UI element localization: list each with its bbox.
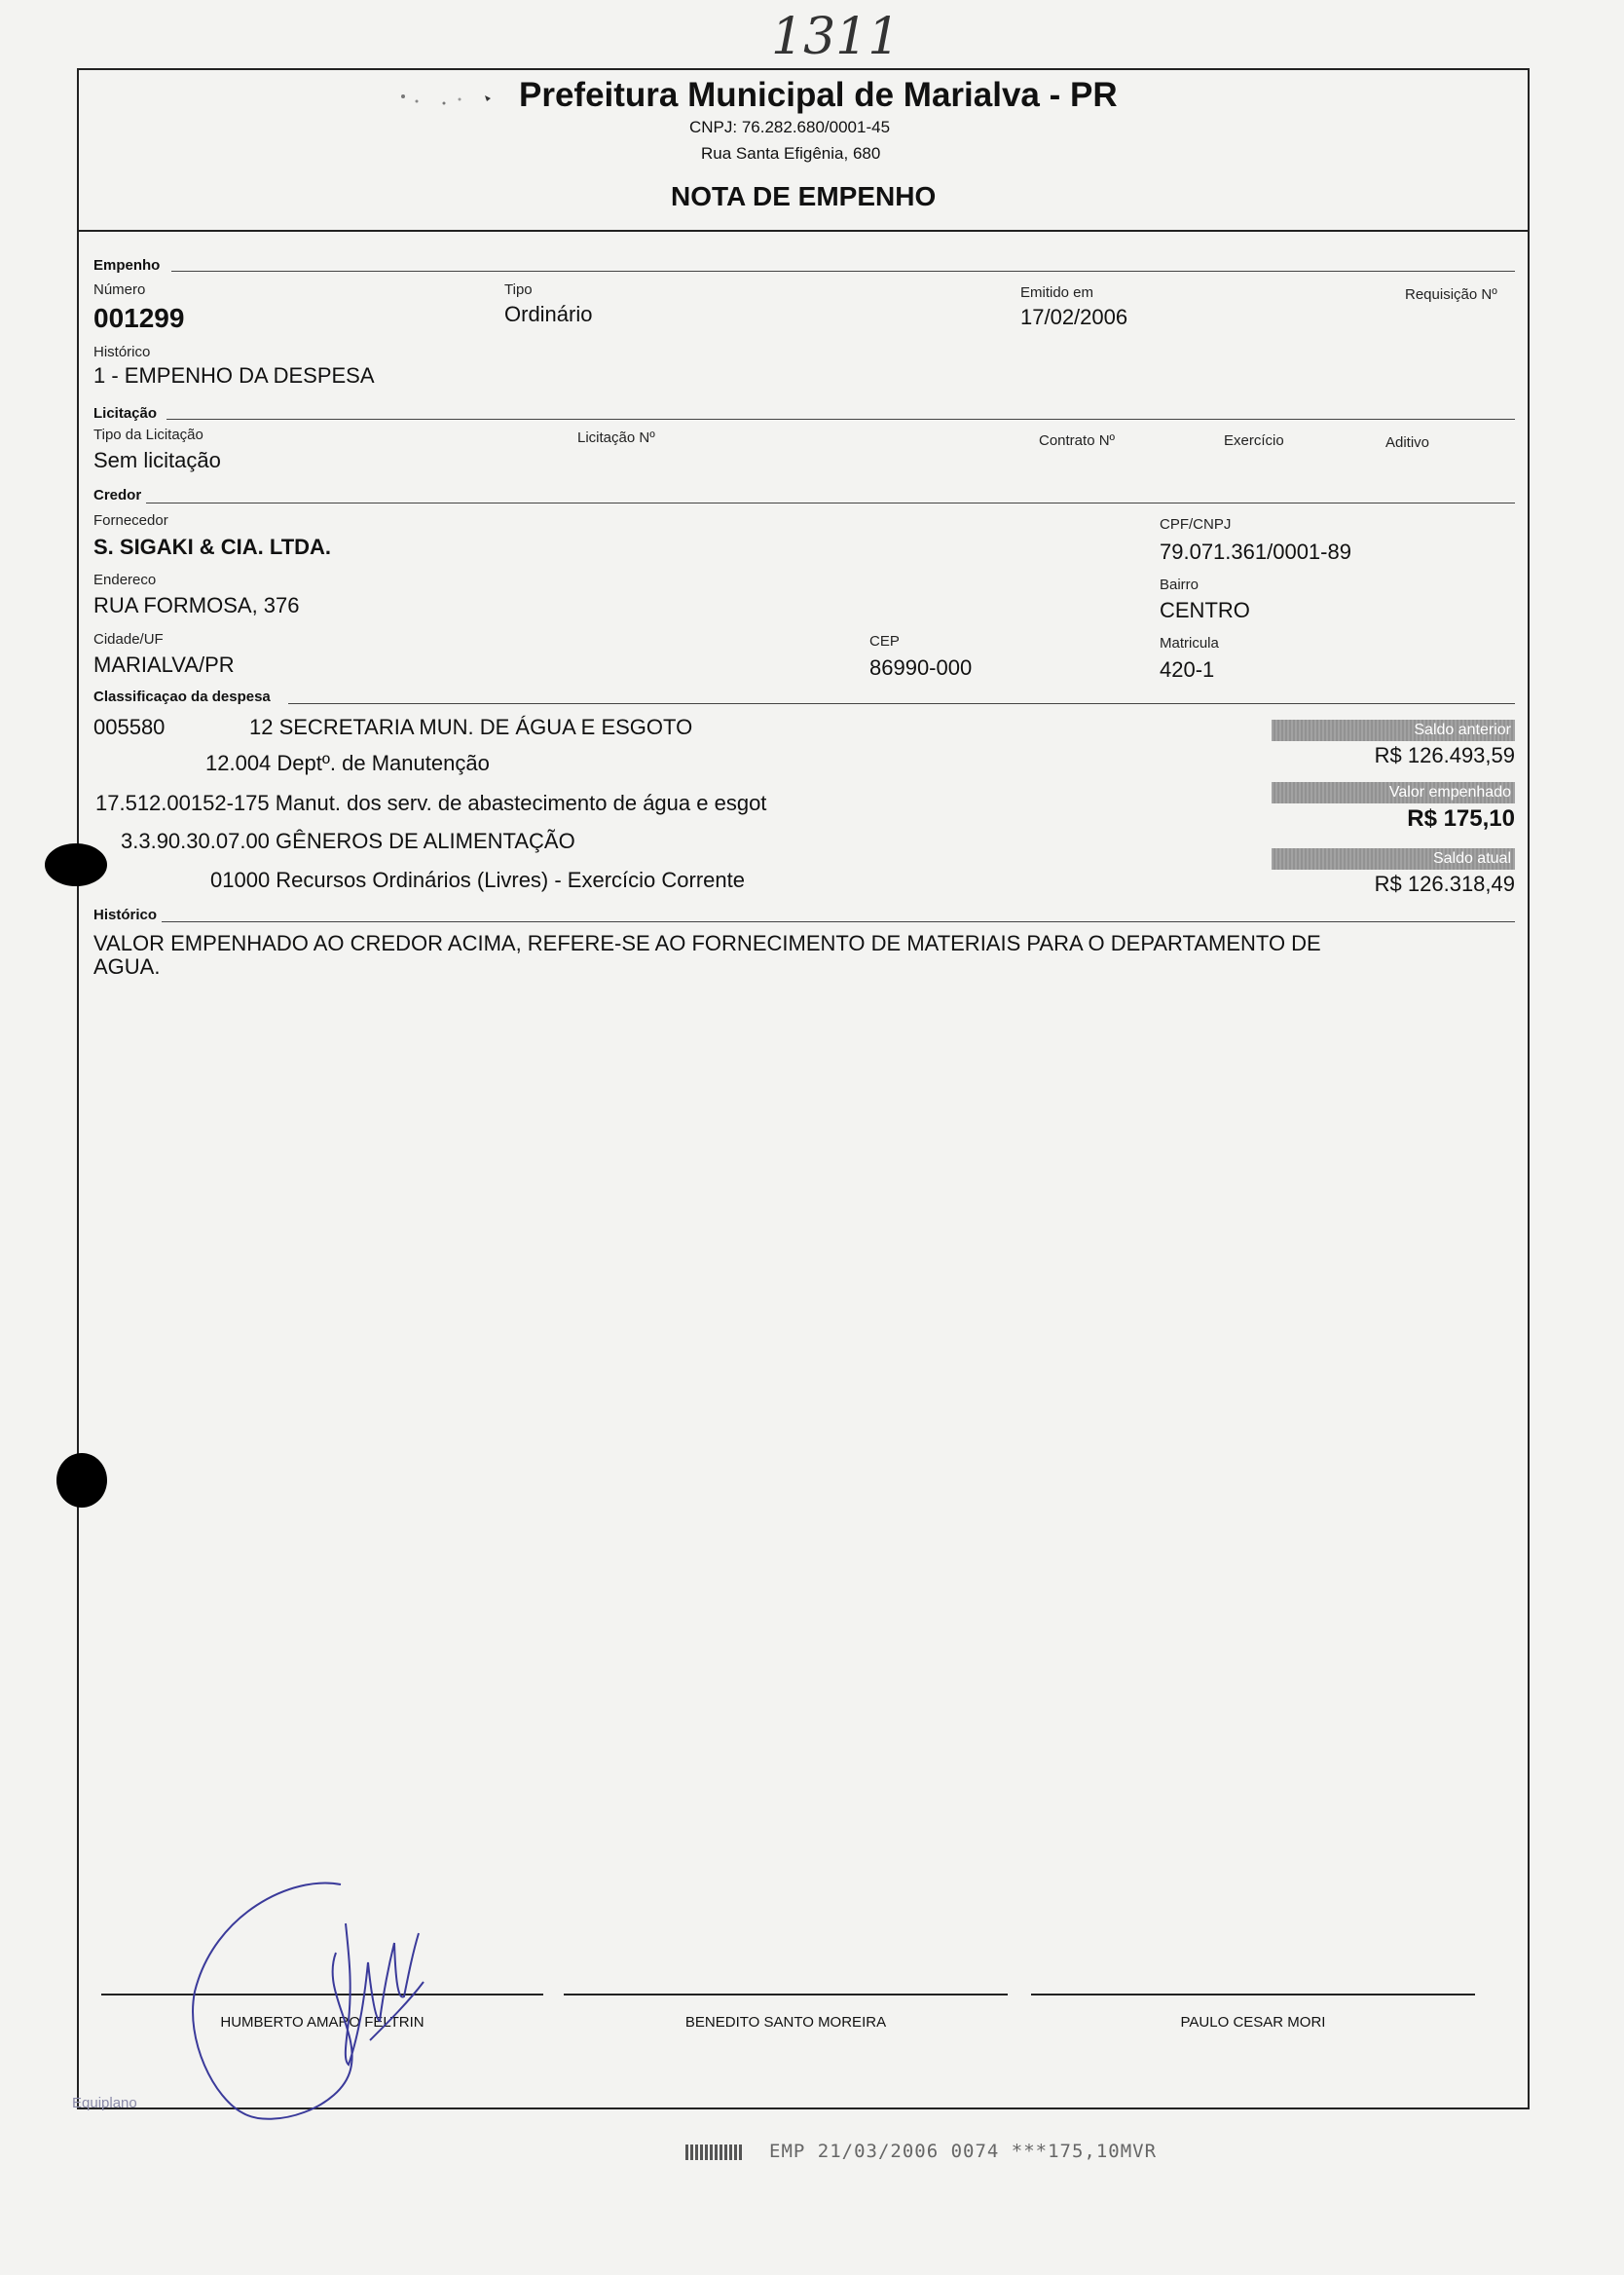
historico-empenho-label: Histórico (93, 344, 151, 360)
tipo-licitacao-value: Sem licitação (93, 448, 221, 472)
logo-mark-icon (389, 84, 497, 113)
emitido-label: Emitido em (1020, 284, 1094, 301)
cep-label: CEP (869, 633, 900, 650)
tipo-value: Ordinário (504, 302, 593, 326)
tipo-licitacao-label: Tipo da Licitação (93, 427, 203, 443)
cep-value: 86990-000 (869, 655, 973, 680)
section-historico-rule (162, 921, 1515, 922)
saldo-atual-value: R$ 126.318,49 (1374, 872, 1515, 896)
emitido-value: 17/02/2006 (1020, 305, 1128, 329)
historico-line-1: VALOR EMPENHADO AO CREDOR ACIMA, REFERE-SE AO FORNECIMENTO DE MATERIAIS PARA O DEPARTAMENTO DE (93, 931, 1321, 955)
classificacao-line-orgao: 12 SECRETARIA MUN. DE ÁGUA E ESGOTO (249, 715, 693, 739)
cpf-value: 79.071.361/0001-89 (1160, 540, 1351, 564)
signature-line-3 (1031, 1994, 1475, 1995)
punch-hole-top (45, 843, 107, 886)
historico-line-2: AGUA. (93, 954, 161, 979)
matricula-label: Matricula (1160, 635, 1219, 652)
empenho-number: 001299 (93, 303, 185, 333)
bairro-label: Bairro (1160, 577, 1200, 593)
section-classificacao-rule (288, 703, 1515, 704)
classificacao-code: 005580 (93, 715, 166, 739)
fornecedor-value: S. SIGAKI & CIA. LTDA. (93, 535, 332, 559)
document-title: NOTA DE EMPENHO (671, 181, 937, 211)
saldo-atual-label: Saldo atual (1272, 848, 1515, 870)
section-classificacao: Classificaçao da despesa (93, 689, 271, 705)
matricula-value: 420-1 (1160, 657, 1215, 682)
section-licitacao-rule (166, 419, 1515, 420)
classificacao-line-funcional: 17.512.00152-175 Manut. dos serv. de abastecimento de água e esgot (95, 791, 767, 815)
section-licitacao: Licitação (93, 405, 158, 422)
cnpj-line: CNPJ: 76.282.680/0001-45 (689, 118, 891, 136)
historico-empenho-value: 1 - EMPENHO DA DESPESA (93, 363, 375, 388)
header-divider (77, 230, 1530, 232)
signature-line-2 (564, 1994, 1008, 1995)
section-empenho: Empenho (93, 257, 161, 274)
signature-name-1: HUMBERTO AMARO FELTRIN (220, 2014, 424, 2031)
classificacao-line-recurso: 01000 Recursos Ordinários (Livres) - Exercício Corrente (210, 868, 745, 892)
licitacao-numero-label: Licitação Nº (577, 429, 655, 446)
bairro-value: CENTRO (1160, 598, 1250, 622)
valor-empenhado-label: Valor empenhado (1272, 782, 1515, 803)
valor-empenhado-value: R$ 175,10 (1407, 805, 1515, 832)
numero-label: Número (93, 281, 146, 298)
saldo-anterior-value: R$ 126.493,59 (1374, 743, 1515, 767)
barcode-stamp-icon (685, 2144, 742, 2160)
section-credor: Credor (93, 487, 142, 503)
contrato-label: Contrato Nº (1039, 432, 1116, 449)
cidade-label: Cidade/UF (93, 631, 164, 648)
classificacao-line-unidade: 12.004 Deptº. de Manutenção (205, 751, 490, 775)
aditivo-label: Aditivo (1385, 434, 1430, 451)
section-empenho-rule (171, 271, 1515, 272)
exercicio-label: Exercício (1224, 432, 1284, 449)
endereco-value: RUA FORMOSA, 376 (93, 593, 300, 617)
section-historico: Histórico (93, 907, 158, 923)
signature-name-3: PAULO CESAR MORI (1180, 2014, 1326, 2031)
processing-stamp: EMP 21/03/2006 0074 ***175,10MVR (769, 2141, 1158, 2162)
fornecedor-label: Fornecedor (93, 512, 168, 529)
cpf-label: CPF/CNPJ (1160, 516, 1232, 533)
software-footer: Equiplano (72, 2095, 137, 2111)
municipality-title: Prefeitura Municipal de Marialva - PR (519, 76, 1118, 114)
saldo-anterior-label: Saldo anterior (1272, 720, 1515, 741)
handwritten-signature-icon (175, 1875, 467, 2138)
requisicao-label: Requisição Nº (1405, 286, 1497, 303)
tipo-label: Tipo (504, 281, 533, 298)
address-line: Rua Santa Efigênia, 680 (701, 144, 881, 163)
handwritten-page-number: 1311 (771, 8, 901, 66)
classificacao-line-natureza: 3.3.90.30.07.00 GÊNEROS DE ALIMENTAÇÃO (121, 829, 575, 853)
punch-hole-bottom (56, 1453, 107, 1508)
cidade-value: MARIALVA/PR (93, 653, 235, 677)
signature-name-2: BENEDITO SANTO MOREIRA (684, 2014, 887, 2031)
endereco-label: Endereco (93, 572, 157, 588)
